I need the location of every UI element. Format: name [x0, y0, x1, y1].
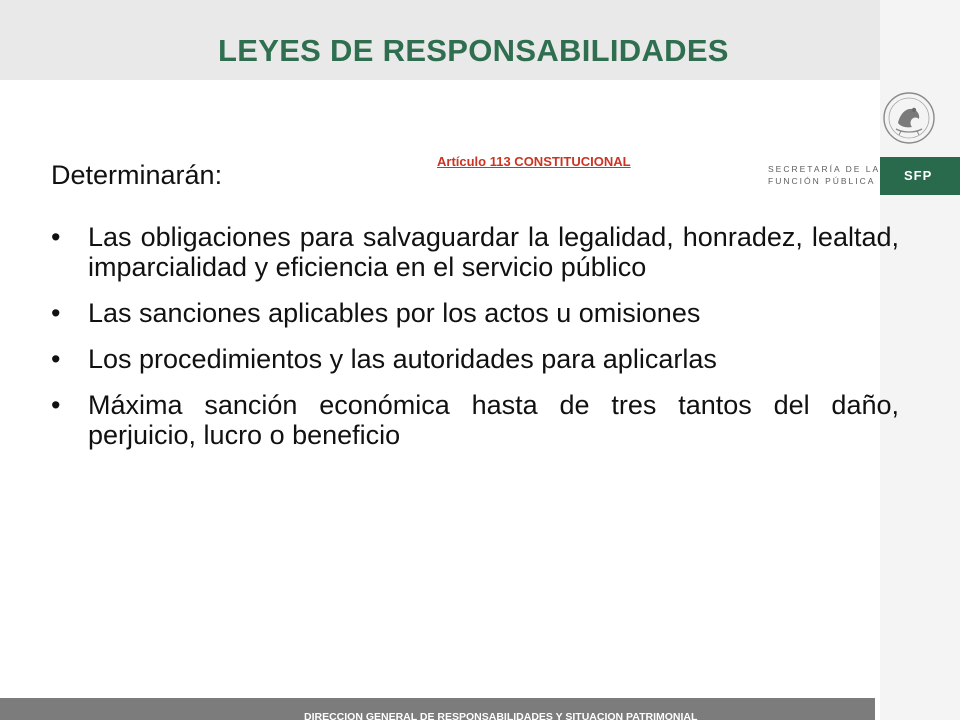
- intro-text: Determinarán:: [51, 160, 223, 190]
- bullet-icon: •: [51, 344, 61, 374]
- bullet-list: [51, 222, 899, 466]
- slide-title: LEYES DE RESPONSABILIDADES: [218, 33, 729, 68]
- bullet-text: Las obligaciones para salvaguardar la legalidad, honradez, lealtad, imparcialidad y eficiencia en el servicio público: [88, 222, 899, 282]
- list-item: [51, 222, 899, 282]
- mexico-coat-of-arms-icon: [881, 90, 937, 146]
- bullet-text: Los procedimientos y las autoridades para aplicarlas: [88, 344, 717, 374]
- bullet-text: Máxima sanción económica hasta de tres tantos del daño, perjuicio, lucro o beneficio: [88, 390, 899, 450]
- bullet-icon: •: [51, 390, 61, 420]
- bullet-icon: •: [51, 222, 61, 252]
- footer-text: DIRECCION GENERAL DE RESPONSABILIDADES Y SITUACION PATRIMONIAL: [304, 711, 698, 720]
- ministry-name: [768, 163, 880, 187]
- bullet-icon: •: [51, 298, 61, 328]
- footer-band: [0, 698, 875, 720]
- ministry-name-line-1: SECRETARÍA DE LA: [768, 164, 881, 174]
- sfp-badge: SFP: [880, 157, 960, 195]
- list-item: [51, 390, 899, 450]
- list-item: [51, 298, 899, 328]
- article-113-link[interactable]: Artículo 113 CONSTITUCIONAL: [437, 154, 631, 169]
- bullet-text: Las sanciones aplicables por los actos u omisiones: [88, 298, 701, 328]
- list-item: [51, 344, 899, 374]
- ministry-name-line-2: FUNCIÓN PÚBLICA: [768, 176, 876, 186]
